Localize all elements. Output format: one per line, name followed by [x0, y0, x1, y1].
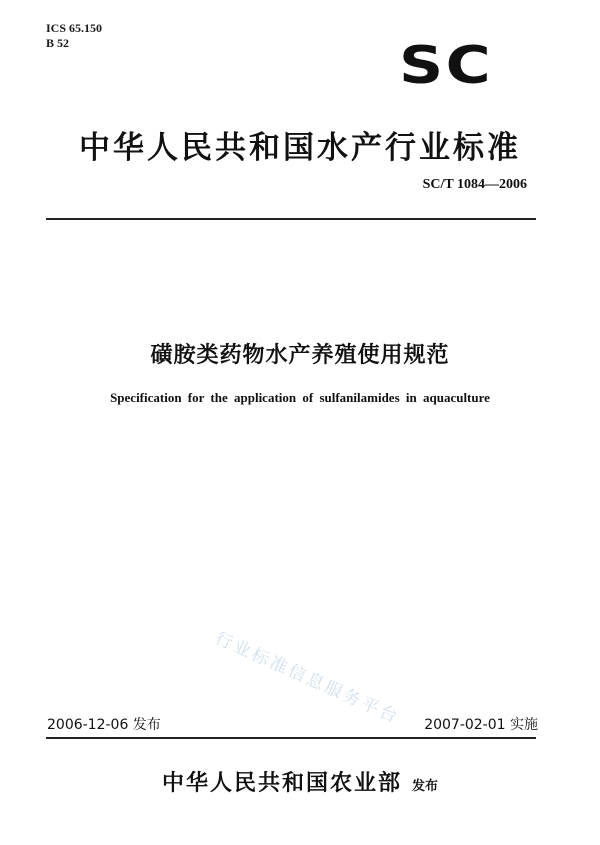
ccs-code: B 52 — [46, 36, 70, 50]
standard-category-title: 中华人民共和国水产行业标准 — [79, 130, 521, 166]
publisher-action: 发布 — [412, 779, 439, 794]
issue-date: 2006-12-06 发布 — [47, 717, 161, 733]
sc-logo-text: SC — [399, 42, 493, 86]
standard-number: SC/T 1084—2006 — [422, 177, 527, 192]
ics-code: ICS 65.150 — [46, 21, 103, 35]
watermark: 行业标准信息服务平台 — [211, 628, 403, 729]
bottom-divider — [46, 737, 536, 739]
publisher-name: 中华人民共和国农业部 — [161, 771, 402, 796]
top-divider — [46, 218, 536, 220]
effective-date: 2007-02-01 实施 — [424, 717, 538, 733]
publisher-line — [0, 766, 600, 797]
document-title-cn: 磺胺类药物水产养殖使用规范 — [150, 343, 450, 368]
document-title-en: Specification for the application of sulfanilamides in aquaculture — [110, 390, 490, 405]
sc-logo — [398, 42, 494, 86]
